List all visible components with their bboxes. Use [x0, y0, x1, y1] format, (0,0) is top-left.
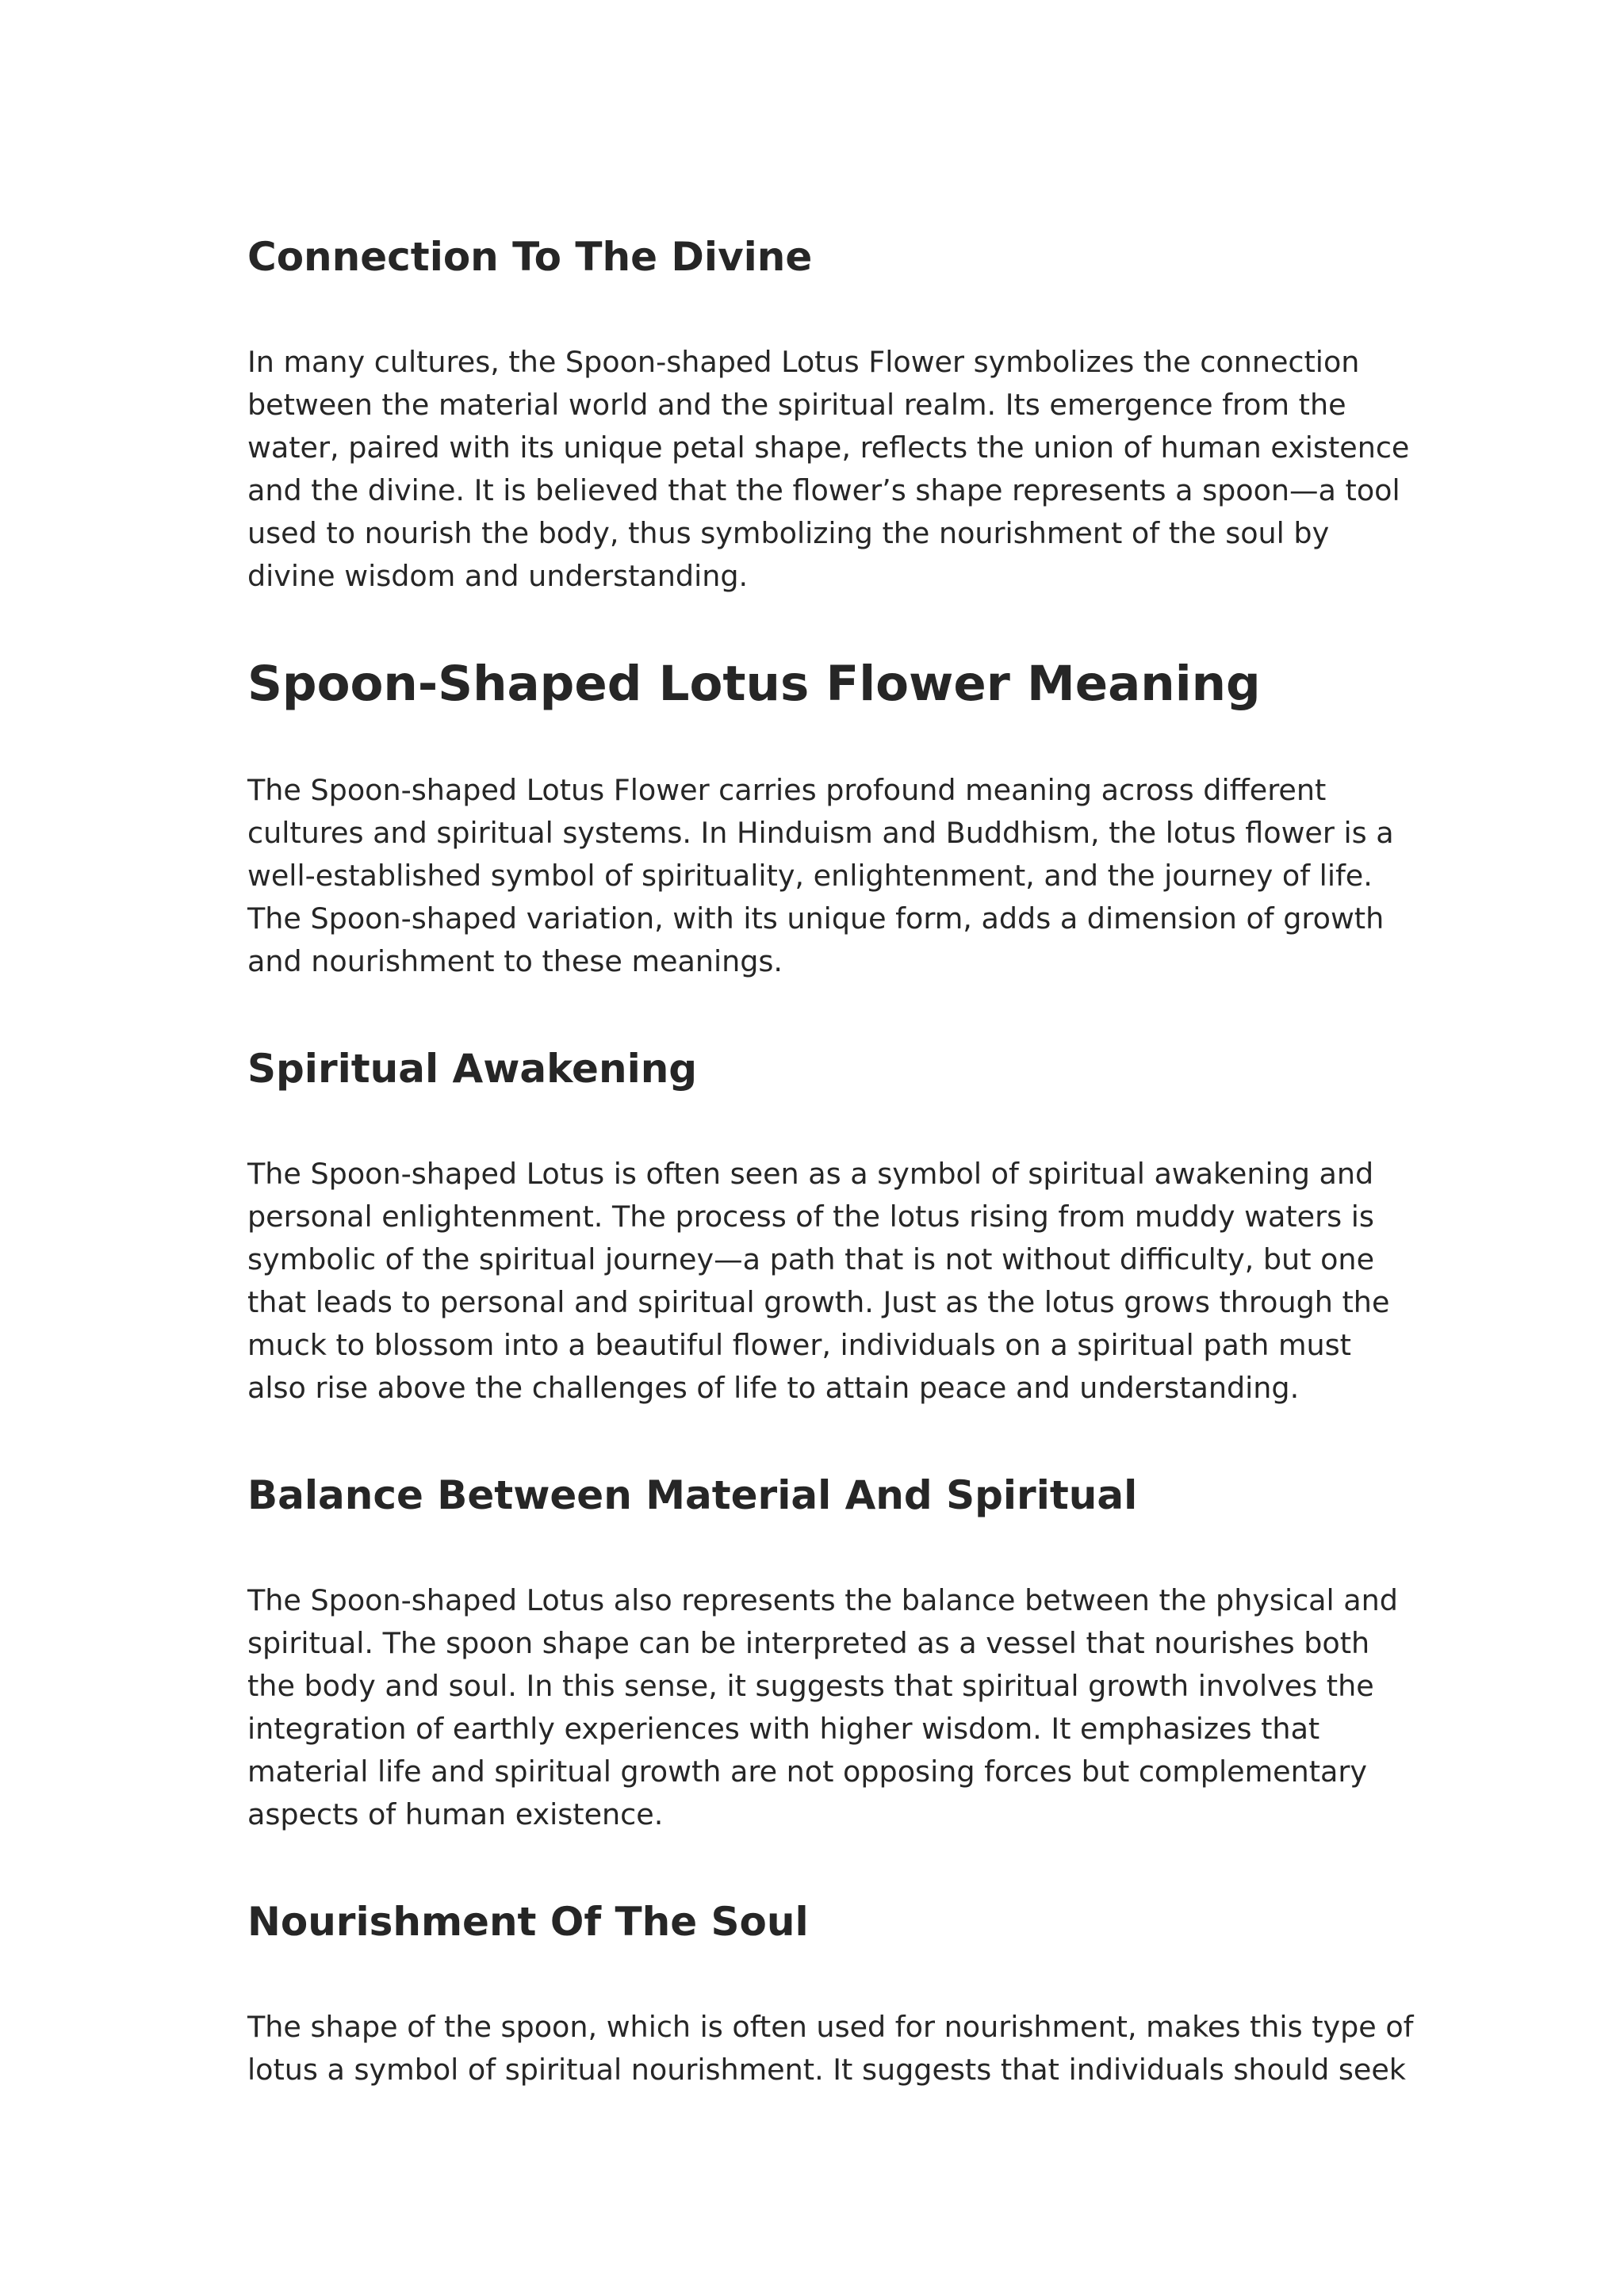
- paragraph-line: spiritual. The spoon shape can be interpreted as a vessel that nourishes both: [247, 1626, 1370, 1660]
- section-spoon-shaped-lotus-flower-meaning: [247, 653, 1389, 715]
- section-paragraph: [247, 1579, 1398, 1836]
- section-paragraph: [247, 341, 1410, 598]
- paragraph-line: cultures and spiritual systems. In Hinduism and Buddhism, the lotus flower is a: [247, 816, 1394, 850]
- paragraph-line: and nourishment to these meanings.: [247, 944, 783, 978]
- paragraph-text: [247, 341, 1410, 598]
- main-heading: Spoon-Shaped Lotus Flower Meaning: [247, 656, 1261, 712]
- paragraph-line: well-established symbol of spirituality, enlightenment, and the journey of life.: [247, 859, 1373, 893]
- paragraph-line: symbolic of the spiritual journey—a path that is not without difficulty, but one: [247, 1242, 1375, 1276]
- paragraph-line: The Spoon-shaped Lotus also represents the balance between the physical and: [247, 1583, 1398, 1617]
- section-paragraph: [247, 1153, 1389, 1410]
- paragraph-line: integration of earthly experiences with higher wisdom. It emphasizes that: [247, 1712, 1320, 1746]
- paragraph-line: material life and spiritual growth are not opposing forces but complementary: [247, 1755, 1368, 1789]
- paragraph-line: The Spoon-shaped variation, with its unique form, adds a dimension of growth: [247, 901, 1385, 936]
- section-heading: Balance Between Material And Spiritual: [247, 1472, 1138, 1518]
- paragraph-text: [247, 1153, 1389, 1410]
- paragraph-line: The Spoon-shaped Lotus is often seen as a symbol of spiritual awakening and: [247, 1157, 1374, 1191]
- section-nourishment-of-the-soul: [247, 1896, 1389, 1947]
- section-connection-to-the-divine: [247, 232, 1389, 282]
- paragraph-line: that leads to personal and spiritual growth. Just as the lotus grows through the: [247, 1285, 1390, 1319]
- section-heading: Connection To The Divine: [247, 234, 813, 280]
- paragraph-text: [247, 2006, 1414, 2091]
- paragraph-line: muck to blossom into a beautiful flower, individuals on a spiritual path must: [247, 1328, 1351, 1362]
- paragraph-line: In many cultures, the Spoon-shaped Lotus Flower symbolizes the connection: [247, 345, 1360, 379]
- paragraph-line: The shape of the spoon, which is often used for nourishment, makes this type of: [247, 2010, 1414, 2044]
- section-paragraph: [247, 769, 1394, 983]
- section-spiritual-awakening: [247, 1043, 1389, 1094]
- section-heading: Spiritual Awakening: [247, 1046, 698, 1092]
- paragraph-line: between the material world and the spiritual realm. Its emergence from the: [247, 388, 1346, 422]
- section-paragraph: [247, 2006, 1414, 2091]
- paragraph-line: water, paired with its unique petal shape, reflects the union of human existence: [247, 430, 1410, 465]
- paragraph-text: [247, 769, 1394, 983]
- paragraph-line: also rise above the challenges of life to attain peace and understanding.: [247, 1371, 1300, 1405]
- paragraph-line: divine wisdom and understanding.: [247, 559, 749, 593]
- paragraph-line: and the divine. It is believed that the flower’s shape represents a spoon—a tool: [247, 473, 1400, 507]
- section-balance-between-material-and-spiritual: [247, 1470, 1389, 1521]
- paragraph-line: the body and soul. In this sense, it suggests that spiritual growth involves the: [247, 1669, 1374, 1703]
- paragraph-line: The Spoon-shaped Lotus Flower carries profound meaning across different: [247, 773, 1327, 807]
- paragraph-text: [247, 1579, 1398, 1836]
- section-heading: Nourishment Of The Soul: [247, 1899, 809, 1945]
- paragraph-line: aspects of human existence.: [247, 1797, 664, 1831]
- paragraph-line: used to nourish the body, thus symbolizing the nourishment of the soul by: [247, 516, 1330, 550]
- paragraph-line: lotus a symbol of spiritual nourishment. It suggests that individuals should seek: [247, 2053, 1406, 2087]
- paragraph-line: personal enlightenment. The process of the lotus rising from muddy waters is: [247, 1200, 1374, 1234]
